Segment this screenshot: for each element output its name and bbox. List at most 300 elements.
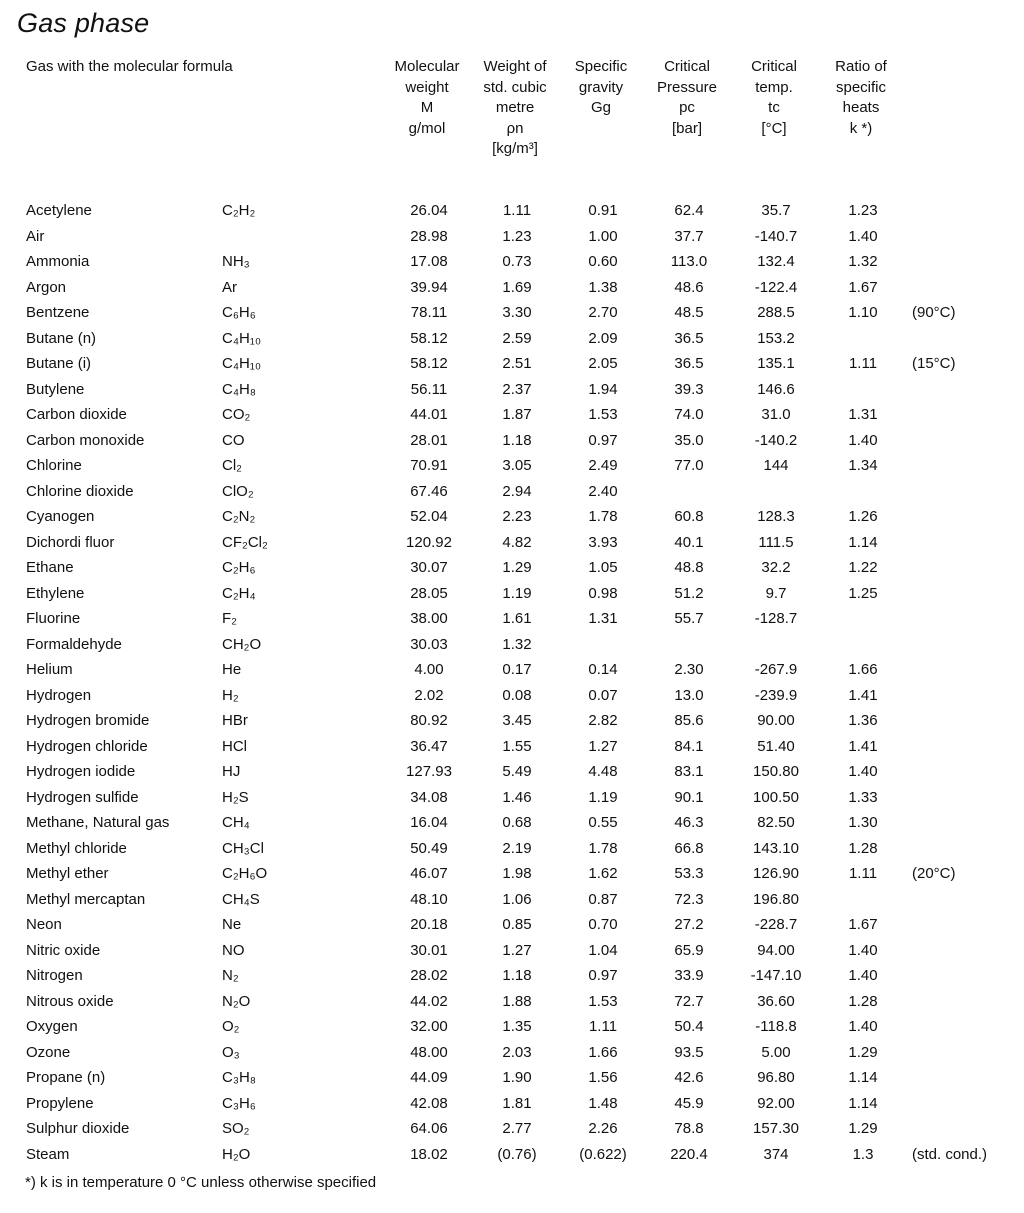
- ratio-k-value: 1.14: [848, 533, 878, 551]
- std-weight-value: 5.49: [502, 763, 532, 780]
- std-weight-value: 1.11: [502, 202, 532, 219]
- specific-gravity-value: 1.56: [588, 1069, 618, 1086]
- header-line: Critical: [751, 58, 797, 75]
- molecular-formula: CH₃Cl: [222, 839, 264, 857]
- specific-gravity-value: 0.98: [588, 584, 618, 602]
- gas-name: Neon: [26, 916, 62, 933]
- table-row: [0, 1092, 1024, 1118]
- critical-pressure-value: 220.4: [670, 1145, 708, 1163]
- gas-name: Butylene: [26, 380, 85, 398]
- gas-name: Air: [26, 227, 45, 245]
- gas-name: Methyl ether: [26, 865, 109, 882]
- molecular-weight-value: 78.11: [410, 304, 448, 321]
- critical-pressure-value: 2.30: [674, 661, 704, 678]
- gas-name: Propylene: [26, 1094, 94, 1112]
- ratio-k-value: 1.40: [848, 941, 878, 959]
- molecular-weight-value: 67.46: [410, 482, 448, 500]
- molecular-weight-value: 28.05: [410, 584, 448, 602]
- critical-pressure-value: 93.5: [674, 1043, 704, 1061]
- critical-pressure-value: 60.8: [674, 508, 704, 525]
- std-weight-value: 1.18: [502, 431, 532, 449]
- critical-pressure-value: 62.4: [674, 202, 704, 219]
- ratio-k-value: 1.36: [848, 712, 878, 729]
- specific-gravity-value: 1.48: [588, 1094, 618, 1112]
- molecular-formula: O₃: [222, 1043, 240, 1061]
- molecular-formula: CH₂O: [222, 635, 262, 653]
- specific-gravity-value: 2.49: [588, 457, 618, 474]
- critical-pressure-value: 65.9: [674, 941, 704, 959]
- critical-temp-value: -228.7: [754, 916, 798, 933]
- molecular-formula: Ar: [222, 278, 237, 296]
- table-row: [0, 1066, 1024, 1092]
- molecular-weight-value: 28.98: [410, 227, 448, 245]
- table-row: [0, 403, 1024, 429]
- table-row: [0, 531, 1024, 557]
- critical-temp-value: 153.2: [757, 329, 795, 347]
- molecular-weight-value: 80.92: [410, 712, 448, 729]
- specific-gravity-value: 1.53: [588, 406, 618, 423]
- gas-name: Nitric oxide: [26, 941, 101, 959]
- molecular-formula: NO: [222, 941, 245, 959]
- gas-column-header: Gas with the molecular formula: [26, 58, 233, 75]
- ratio-k-value: 1.67: [848, 278, 878, 296]
- specific-gravity-value: 2.40: [588, 482, 618, 500]
- gas-name: Methyl chloride: [26, 839, 127, 857]
- molecular-formula: Ne: [222, 916, 242, 933]
- gas-name: Ethane: [26, 559, 74, 576]
- header-line: pc: [679, 99, 695, 116]
- molecular-formula: HBr: [222, 712, 248, 729]
- header-line: Pressure: [656, 78, 718, 96]
- header-line: weight: [405, 78, 449, 96]
- critical-pressure-value: 33.9: [674, 967, 704, 984]
- header-line: k *): [849, 119, 873, 137]
- std-weight-value: 1.46: [502, 788, 532, 806]
- molecular-weight-value: 16.04: [410, 814, 448, 831]
- std-weight-value: 2.77: [502, 1120, 532, 1137]
- molecular-weight-value: 4.00: [414, 661, 444, 678]
- header-line: M: [420, 99, 434, 116]
- gas-table-body: [0, 199, 1024, 1168]
- critical-temp-value: 90.00: [757, 712, 795, 729]
- specific-gravity-value: 1.11: [588, 1018, 618, 1035]
- header-line: ρn: [506, 119, 524, 137]
- header-line: Critical: [664, 58, 710, 75]
- critical-temp-value: 100.50: [753, 788, 799, 806]
- ratio-k-value: 1.25: [848, 584, 878, 602]
- specific-gravity-value: 1.04: [588, 941, 618, 959]
- specific-gravity-value: (0.622): [579, 1145, 627, 1163]
- molecular-formula: HCl: [222, 737, 247, 755]
- specific-gravity-value: 0.87: [588, 890, 618, 908]
- molecular-weight-value: 70.91: [410, 457, 448, 474]
- molecular-formula: CH₄: [222, 814, 250, 831]
- critical-temp-value: 35.7: [761, 202, 791, 219]
- critical-temp-value: 288.5: [757, 304, 795, 321]
- critical-temp-value: 196.80: [753, 890, 799, 908]
- specific-gravity-value: 3.93: [588, 533, 618, 551]
- ratio-k-value: 1.40: [848, 763, 878, 780]
- molecular-formula: CO: [222, 431, 245, 449]
- std-weight-value: 2.51: [502, 355, 532, 372]
- ratio-k-value: 1.29: [848, 1043, 878, 1061]
- header-line: [kg/m³]: [492, 140, 538, 157]
- gas-name: Butane (i): [26, 355, 92, 372]
- molecular-weight-value: 44.02: [410, 992, 448, 1010]
- critical-pressure-value: 36.5: [674, 355, 704, 372]
- std-weight-value: 2.94: [502, 482, 532, 500]
- critical-pressure-value: 40.1: [674, 533, 704, 551]
- ratio-k-value: 1.11: [848, 355, 878, 372]
- critical-pressure-value: 55.7: [674, 610, 704, 627]
- std-weight-value: 1.27: [502, 941, 532, 959]
- std-weight-value: 1.61: [502, 610, 532, 627]
- molecular-formula: H₂S: [222, 788, 249, 806]
- critical-temp-value: 157.30: [753, 1120, 799, 1137]
- molecular-weight-value: 44.01: [410, 406, 448, 423]
- specific-gravity-value: 0.60: [588, 253, 618, 270]
- specific-gravity-value: 2.26: [588, 1120, 618, 1137]
- table-row: [0, 837, 1024, 863]
- table-row: [0, 352, 1024, 378]
- molecular-weight-value: 50.49: [410, 839, 448, 857]
- molecular-formula: C₂H₂: [222, 202, 256, 219]
- weight-std-header: [472, 57, 558, 160]
- gas-name: Argon: [26, 278, 67, 296]
- gas-name: Hydrogen: [26, 686, 92, 704]
- ratio-k-value: 1.28: [848, 992, 878, 1010]
- critical-temp-value: 9.7: [765, 584, 787, 602]
- ratio-k-value: 1.32: [848, 253, 878, 270]
- table-row: [0, 582, 1024, 608]
- table-row: [0, 964, 1024, 990]
- gas-name: Ozone: [26, 1043, 71, 1061]
- gas-name: Steam: [26, 1145, 70, 1163]
- molecular-weight-value: 32.00: [410, 1018, 448, 1035]
- gas-name: Chlorine dioxide: [26, 482, 134, 500]
- specific-gravity-value: 1.94: [588, 380, 618, 398]
- molecular-formula: HJ: [222, 763, 241, 780]
- gas-name: Oxygen: [26, 1018, 78, 1035]
- molecular-formula: C₄H₈: [222, 380, 257, 398]
- specific-gravity-value: 1.78: [588, 508, 618, 525]
- ratio-k-value: 1.41: [848, 737, 878, 755]
- std-weight-value: 4.82: [502, 533, 532, 551]
- molecular-formula: CO₂: [222, 406, 251, 423]
- gas-name: Propane (n): [26, 1069, 106, 1086]
- critical-temp-value: 374: [763, 1145, 789, 1163]
- header-line: [bar]: [671, 119, 702, 137]
- molecular-weight-value: 52.04: [410, 508, 448, 525]
- header-line: heats: [842, 99, 880, 116]
- specific-gravity-value: 0.97: [588, 431, 618, 449]
- critical-pressure-value: 35.0: [674, 431, 704, 449]
- molecular-weight-value: 120.92: [406, 533, 452, 551]
- molecular-formula: N₂O: [222, 992, 251, 1010]
- std-weight-value: 1.98: [502, 865, 532, 882]
- table-row: [0, 225, 1024, 251]
- critical-pressure-value: 78.8: [674, 1120, 704, 1137]
- ratio-k-value: 1.28: [848, 839, 878, 857]
- std-weight-value: 1.81: [502, 1094, 532, 1112]
- critical-temp-value: -147.10: [750, 967, 802, 984]
- critical-pressure-value: 46.3: [674, 814, 704, 831]
- specific-gravity-value: 1.62: [588, 865, 618, 882]
- molecular-formula: CH₄S: [222, 890, 260, 908]
- std-weight-value: 1.69: [502, 278, 532, 296]
- molecular-weight-value: 2.02: [414, 686, 444, 704]
- gas-name: Methane, Natural gas: [26, 814, 170, 831]
- gas-name: Sulphur dioxide: [26, 1120, 130, 1137]
- table-row: [0, 913, 1024, 939]
- specific-gravity-value: 2.09: [588, 329, 618, 347]
- ratio-k-value: 1.22: [848, 559, 878, 576]
- gas-name: Nitrogen: [26, 967, 83, 984]
- ratio-k-value: 1.26: [848, 508, 878, 525]
- table-row: [0, 429, 1024, 455]
- gas-name: Helium: [26, 661, 73, 678]
- ratio-k-value: 1.33: [848, 788, 878, 806]
- molecular-weight-value: 18.02: [410, 1145, 448, 1163]
- critical-temp-value: 51.40: [757, 737, 795, 755]
- critical-pressure-header: [644, 57, 730, 139]
- ratio-k-value: 1.66: [848, 661, 878, 678]
- specific-gravity-value: 0.91: [588, 202, 618, 219]
- critical-temp-value: 31.0: [761, 406, 791, 423]
- gas-name: Ammonia: [26, 253, 90, 270]
- molecular-weight-value: 64.06: [410, 1120, 448, 1137]
- molecular-formula: N₂: [222, 967, 239, 984]
- header-line: metre: [495, 99, 535, 116]
- table-row: [0, 709, 1024, 735]
- table-row: [0, 684, 1024, 710]
- specific-gravity-value: 0.07: [588, 686, 618, 704]
- critical-pressure-value: 45.9: [674, 1094, 704, 1112]
- gas-name: Acetylene: [26, 202, 92, 219]
- critical-pressure-value: 42.6: [674, 1069, 704, 1086]
- gas-name: Bentzene: [26, 304, 90, 321]
- molecular-formula: C₆H₆: [222, 304, 256, 321]
- molecular-weight-value: 39.94: [410, 278, 448, 296]
- std-weight-value: (0.76): [497, 1145, 537, 1163]
- specific-gravity-value: 0.55: [588, 814, 618, 831]
- gas-name: Chlorine: [26, 457, 82, 474]
- critical-pressure-value: 66.8: [674, 839, 704, 857]
- std-weight-value: 1.35: [502, 1018, 532, 1035]
- specific-gravity-value: 1.66: [588, 1043, 618, 1061]
- header-line: tc: [768, 99, 780, 116]
- table-row: [0, 454, 1024, 480]
- critical-pressure-value: 27.2: [674, 916, 704, 933]
- molecular-weight-value: 30.07: [410, 559, 448, 576]
- molecular-formula: C₃H₆: [222, 1094, 256, 1112]
- gas-name: Carbon dioxide: [26, 406, 127, 423]
- ratio-k-value: 1.31: [848, 406, 878, 423]
- temperature-note: (std. cond.): [912, 1145, 988, 1163]
- critical-temp-value: 111.5: [758, 533, 794, 551]
- molecular-formula: ClO₂: [222, 482, 254, 500]
- table-row: [0, 378, 1024, 404]
- critical-pressure-value: 72.7: [674, 992, 704, 1010]
- specific-gravity-value: 1.00: [588, 227, 618, 245]
- critical-pressure-value: 39.3: [674, 380, 704, 398]
- critical-temp-value: 36.60: [757, 992, 795, 1010]
- ratio-k-value: 1.14: [848, 1094, 878, 1112]
- std-weight-value: 0.08: [502, 686, 532, 704]
- molecular-weight-value: 28.02: [410, 967, 448, 984]
- critical-temp-value: 132.4: [757, 253, 795, 270]
- molecular-formula: H₂O: [222, 1145, 251, 1163]
- molecular-weight-value: 48.00: [410, 1043, 448, 1061]
- critical-pressure-value: 53.3: [674, 865, 704, 882]
- molecular-formula: CF₂Cl₂: [222, 533, 268, 551]
- header-line: Ratio of: [835, 58, 887, 75]
- molecular-weight-header: [384, 57, 470, 139]
- specific-gravity-value: 2.82: [588, 712, 618, 729]
- molecular-formula: C₃H₈: [222, 1069, 256, 1086]
- temperature-note: (20°C): [912, 865, 956, 882]
- temperature-note: (15°C): [912, 355, 956, 372]
- molecular-weight-value: 26.04: [410, 202, 448, 219]
- molecular-formula: H₂: [222, 686, 239, 704]
- ratio-k-value: 1.40: [848, 967, 878, 984]
- molecular-weight-value: 20.18: [410, 916, 448, 933]
- table-row: [0, 658, 1024, 684]
- ratio-k-value: 1.29: [848, 1120, 878, 1137]
- critical-temp-value: 128.3: [757, 508, 795, 525]
- gas-name: Nitrous oxide: [26, 992, 114, 1010]
- molecular-weight-value: 58.12: [410, 329, 448, 347]
- table-row: [0, 199, 1024, 225]
- header-line: Molecular: [394, 58, 460, 75]
- molecular-weight-value: 56.11: [410, 380, 448, 398]
- ratio-k-value: 1.34: [848, 457, 878, 474]
- specific-gravity-value: 2.05: [588, 355, 618, 372]
- std-weight-value: 1.32: [502, 635, 532, 653]
- table-row: [0, 301, 1024, 327]
- molecular-weight-value: 42.08: [410, 1094, 448, 1112]
- std-weight-value: 1.18: [502, 967, 532, 984]
- ratio-k-value: 1.40: [848, 227, 878, 245]
- molecular-formula: C₂H₄: [222, 584, 256, 602]
- critical-temp-value: 126.90: [753, 865, 799, 882]
- critical-pressure-value: 74.0: [674, 406, 704, 423]
- critical-temp-value: 143.10: [753, 839, 799, 857]
- std-weight-value: 2.37: [502, 380, 532, 398]
- specific-gravity-value: 1.19: [588, 788, 618, 806]
- std-weight-value: 2.23: [502, 508, 532, 525]
- footnote: *) k is in temperature 0 °C unless otherwise specified: [25, 1174, 377, 1191]
- critical-temp-value: 150.80: [753, 763, 799, 780]
- molecular-weight-value: 46.07: [410, 865, 448, 882]
- ratio-k-value: 1.3: [852, 1145, 874, 1163]
- std-weight-value: 3.30: [502, 304, 532, 321]
- table-row: [0, 505, 1024, 531]
- critical-temp-header: [731, 57, 817, 139]
- table-row: [0, 556, 1024, 582]
- header-line: [°C]: [761, 119, 787, 137]
- specific-gravity-value: 0.14: [588, 661, 618, 678]
- critical-pressure-value: 48.5: [674, 304, 704, 321]
- specific-gravity-value: 0.70: [588, 916, 618, 933]
- std-weight-value: 0.85: [502, 916, 532, 933]
- molecular-weight-value: 58.12: [410, 355, 448, 372]
- header-line: gravity: [578, 78, 624, 96]
- header-line: Gg: [590, 99, 611, 116]
- critical-temp-value: -239.9: [754, 686, 798, 704]
- critical-temp-value: 144: [763, 457, 789, 474]
- ratio-k-value: 1.11: [848, 865, 878, 882]
- molecular-formula: NH₃: [222, 253, 250, 270]
- specific-gravity-value: 1.05: [588, 559, 618, 576]
- header-line: std. cubic: [483, 78, 547, 96]
- table-row: [0, 1015, 1024, 1041]
- molecular-formula: Cl₂: [222, 457, 242, 474]
- std-weight-value: 1.90: [502, 1069, 532, 1086]
- std-weight-value: 1.19: [502, 584, 532, 602]
- critical-pressure-value: 51.2: [674, 584, 704, 602]
- table-row: [0, 250, 1024, 276]
- header-line: Specific: [574, 58, 628, 75]
- critical-temp-value: 92.00: [757, 1094, 795, 1112]
- table-row: [0, 480, 1024, 506]
- specific-gravity-value: 4.48: [588, 763, 618, 780]
- critical-temp-value: -140.2: [754, 431, 798, 449]
- table-row: [0, 1117, 1024, 1143]
- std-weight-value: 1.88: [502, 992, 532, 1010]
- std-weight-value: 1.55: [502, 737, 532, 755]
- std-weight-value: 1.87: [502, 406, 532, 423]
- ratio-k-value: 1.40: [848, 1018, 878, 1035]
- gas-name: Hydrogen sulfide: [26, 788, 139, 806]
- critical-temp-value: 96.80: [757, 1069, 795, 1086]
- table-row: [0, 633, 1024, 659]
- critical-pressure-value: 90.1: [674, 788, 704, 806]
- critical-pressure-value: 84.1: [674, 737, 704, 755]
- specific-gravity-value: 1.31: [588, 610, 618, 627]
- critical-temp-value: -122.4: [754, 278, 798, 296]
- ratio-k-value: 1.10: [848, 304, 878, 321]
- critical-pressure-value: 83.1: [674, 763, 704, 780]
- table-row: [0, 939, 1024, 965]
- gas-name: Hydrogen bromide: [26, 712, 150, 729]
- critical-temp-value: -267.9: [754, 661, 798, 678]
- specific-gravity-value: 1.78: [588, 839, 618, 857]
- table-row: [0, 1143, 1024, 1169]
- critical-temp-value: -118.8: [755, 1018, 797, 1035]
- critical-temp-value: -140.7: [754, 227, 798, 245]
- std-weight-value: 1.23: [502, 227, 532, 245]
- std-weight-value: 0.68: [502, 814, 532, 831]
- temperature-note: (90°C): [912, 304, 956, 321]
- gas-name: Hydrogen chloride: [26, 737, 148, 755]
- table-row: [0, 327, 1024, 353]
- molecular-formula: SO₂: [222, 1120, 250, 1137]
- std-weight-value: 2.19: [502, 839, 532, 857]
- header-line: Weight of: [483, 58, 547, 75]
- table-row: [0, 888, 1024, 914]
- molecular-weight-value: 38.00: [410, 610, 448, 627]
- molecular-formula: He: [222, 661, 242, 678]
- molecular-formula: C₂N₂: [222, 508, 256, 525]
- critical-temp-value: 5.00: [761, 1043, 791, 1061]
- gas-name: Ethylene: [26, 584, 85, 602]
- critical-temp-value: 94.00: [757, 941, 795, 959]
- specific-gravity-header: [558, 57, 644, 119]
- molecular-formula: C₂H₆: [222, 559, 256, 576]
- gas-name: Fluorine: [26, 610, 81, 627]
- critical-pressure-value: 48.8: [674, 559, 704, 576]
